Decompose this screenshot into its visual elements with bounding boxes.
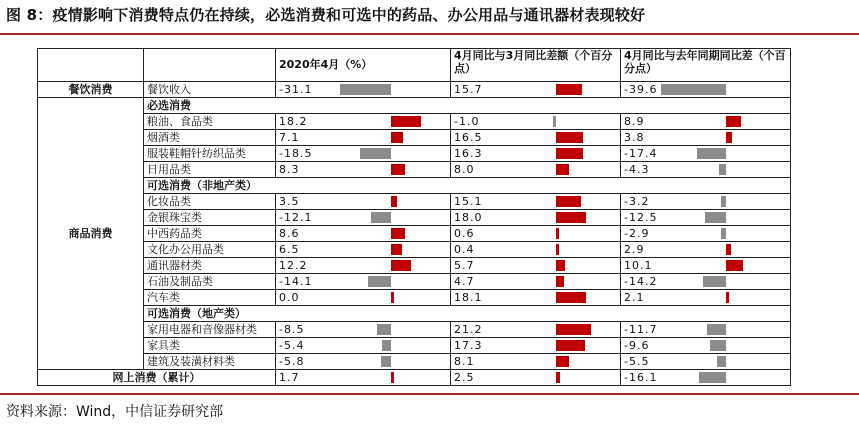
- row-label: 汽车类: [144, 290, 276, 306]
- value-cell: [276, 130, 451, 146]
- table-row: [38, 226, 791, 242]
- value-text: 12.2: [279, 259, 308, 272]
- table-row: [38, 130, 791, 146]
- value-cell: [451, 258, 621, 274]
- value-cell: [451, 322, 621, 338]
- header-cell-2: [144, 49, 276, 82]
- value-cell: [276, 370, 451, 386]
- value-text: -4.3: [624, 163, 650, 176]
- table-row: [38, 322, 791, 338]
- value-cell: [621, 354, 791, 370]
- value-cell: [276, 338, 451, 354]
- value-bar: [697, 148, 726, 159]
- value-text: -18.5: [279, 147, 313, 160]
- value-text: 7.1: [279, 131, 300, 144]
- value-text: 18.0: [454, 211, 483, 224]
- value-cell: [621, 370, 791, 386]
- value-text: 16.3: [454, 147, 483, 160]
- table-row: [38, 258, 791, 274]
- row-label: 日用品类: [144, 162, 276, 178]
- row-label: 餐饮收入: [144, 82, 276, 98]
- row-label: 通讯器材类: [144, 258, 276, 274]
- value-cell: [451, 162, 621, 178]
- value-cell: [621, 226, 791, 242]
- value-bar: [726, 292, 729, 303]
- value-text: 1.7: [279, 371, 300, 384]
- value-cell: [451, 146, 621, 162]
- value-text: -12.5: [624, 211, 658, 224]
- value-text: -5.8: [279, 355, 305, 368]
- value-text: 0.4: [454, 243, 475, 256]
- value-cell: [451, 338, 621, 354]
- value-bar: [556, 244, 559, 255]
- value-bar: [556, 84, 582, 95]
- section-row: [38, 98, 791, 114]
- value-cell: [451, 370, 621, 386]
- value-bar: [391, 244, 402, 255]
- value-cell: [276, 210, 451, 226]
- value-bar: [721, 228, 726, 239]
- value-cell: [451, 130, 621, 146]
- consumption-table: [37, 48, 791, 386]
- value-bar: [391, 292, 394, 303]
- value-text: 3.5: [279, 195, 300, 208]
- value-bar: [360, 148, 391, 159]
- value-bar: [705, 212, 726, 223]
- value-bar: [556, 340, 585, 351]
- table-row: [38, 274, 791, 290]
- bottom-rule: [0, 393, 859, 395]
- value-cell: [621, 322, 791, 338]
- table-row: [38, 82, 791, 98]
- value-bar: [556, 164, 569, 175]
- value-text: -5.4: [279, 339, 305, 352]
- value-bar: [556, 132, 583, 143]
- value-bar: [556, 228, 559, 239]
- value-text: -8.5: [279, 323, 305, 336]
- value-text: 2.5: [454, 371, 475, 384]
- value-bar: [556, 260, 565, 271]
- value-bar: [717, 356, 726, 367]
- value-text: 8.0: [454, 163, 475, 176]
- value-text: -5.5: [624, 355, 650, 368]
- value-bar: [391, 228, 405, 239]
- value-bar: [699, 372, 726, 383]
- value-bar: [556, 372, 560, 383]
- value-text: -14.2: [624, 275, 658, 288]
- value-cell: [276, 146, 451, 162]
- value-bar: [726, 260, 743, 271]
- value-text: 16.5: [454, 131, 483, 144]
- table-row: [38, 146, 791, 162]
- value-bar: [726, 116, 741, 127]
- table-row: [38, 354, 791, 370]
- value-cell: [621, 162, 791, 178]
- value-text: 0.0: [279, 291, 300, 304]
- value-cell: [276, 290, 451, 306]
- category-cell: 商品消费: [38, 98, 144, 370]
- value-text: 3.8: [624, 131, 645, 144]
- row-label: 服装鞋帽针纺织品类: [144, 146, 276, 162]
- value-text: 8.1: [454, 355, 475, 368]
- value-cell: [621, 114, 791, 130]
- value-bar: [382, 340, 391, 351]
- section-row: [38, 306, 791, 322]
- value-bar: [556, 196, 581, 207]
- value-bar: [340, 84, 391, 95]
- value-text: 18.2: [279, 115, 308, 128]
- value-text: 8.6: [279, 227, 300, 240]
- table-row: [38, 338, 791, 354]
- value-bar: [391, 260, 411, 271]
- row-label: 建筑及装潢材料类: [144, 354, 276, 370]
- value-cell: [621, 242, 791, 258]
- value-cell: [276, 82, 451, 98]
- value-text: -9.6: [624, 339, 650, 352]
- value-text: 8.9: [624, 115, 645, 128]
- value-cell: [621, 210, 791, 226]
- value-text: -12.1: [279, 211, 313, 224]
- section-header: 必选消费: [144, 98, 791, 114]
- section-header: 可选消费（地产类）: [144, 306, 791, 322]
- value-text: -31.1: [279, 83, 313, 96]
- value-cell: [276, 226, 451, 242]
- value-text: -3.2: [624, 195, 650, 208]
- section-header: 可选消费（非地产类）: [144, 178, 791, 194]
- value-bar: [726, 244, 731, 255]
- value-bar: [556, 148, 583, 159]
- value-cell: [621, 130, 791, 146]
- value-text: -11.7: [624, 323, 658, 336]
- value-bar: [381, 356, 391, 367]
- value-cell: [621, 274, 791, 290]
- value-bar: [391, 164, 405, 175]
- value-cell: [451, 114, 621, 130]
- table-row: [38, 242, 791, 258]
- value-bar: [371, 212, 391, 223]
- value-bar: [368, 276, 391, 287]
- value-cell: [621, 194, 791, 210]
- value-cell: [276, 242, 451, 258]
- row-label: 文化办公用品类: [144, 242, 276, 258]
- value-bar: [726, 132, 732, 143]
- value-bar: [553, 116, 556, 127]
- row-label: 化妆品类: [144, 194, 276, 210]
- value-cell: [621, 82, 791, 98]
- value-bar: [556, 276, 564, 287]
- value-text: 21.2: [454, 323, 483, 336]
- source-note: 资料来源：Wind，中信证券研究部: [6, 404, 224, 420]
- value-bar: [556, 324, 591, 335]
- section-row: [38, 178, 791, 194]
- value-cell: [621, 338, 791, 354]
- table-row: [38, 162, 791, 178]
- value-text: -1.0: [454, 115, 480, 128]
- value-bar: [377, 324, 391, 335]
- value-text: -2.9: [624, 227, 650, 240]
- value-text: -14.1: [279, 275, 313, 288]
- value-cell: [451, 82, 621, 98]
- table-row: [38, 290, 791, 306]
- value-text: 2.9: [624, 243, 645, 256]
- value-text: -16.1: [624, 371, 658, 384]
- value-bar: [556, 356, 569, 367]
- value-text: 4.7: [454, 275, 475, 288]
- value-cell: [451, 274, 621, 290]
- value-cell: [621, 146, 791, 162]
- value-text: 6.5: [279, 243, 300, 256]
- value-cell: [276, 274, 451, 290]
- value-cell: [451, 242, 621, 258]
- value-text: 2.1: [624, 291, 645, 304]
- value-cell: [276, 114, 451, 130]
- value-cell: [276, 162, 451, 178]
- value-text: 15.1: [454, 195, 483, 208]
- value-bar: [710, 340, 726, 351]
- value-bar: [391, 132, 403, 143]
- value-bar: [391, 196, 397, 207]
- value-cell: [621, 290, 791, 306]
- value-bar: [556, 212, 586, 223]
- value-bar: [703, 276, 726, 287]
- value-cell: [451, 226, 621, 242]
- row-label: 粮油、食品类: [144, 114, 276, 130]
- value-cell: [276, 354, 451, 370]
- header-cell-3: 2020年4月（%）: [276, 49, 451, 82]
- value-text: 5.7: [454, 259, 475, 272]
- row-label: 烟酒类: [144, 130, 276, 146]
- table-row: [38, 370, 791, 386]
- value-text: 0.6: [454, 227, 475, 240]
- value-cell: [451, 210, 621, 226]
- value-cell: [451, 194, 621, 210]
- value-text: 17.3: [454, 339, 483, 352]
- row-label: 家用电器和音像器材类: [144, 322, 276, 338]
- row-label: 中西药品类: [144, 226, 276, 242]
- value-text: -17.4: [624, 147, 658, 160]
- header-row: [38, 49, 791, 82]
- value-bar: [707, 324, 726, 335]
- value-cell: [276, 322, 451, 338]
- value-cell: [621, 258, 791, 274]
- row-label: 石油及制品类: [144, 274, 276, 290]
- value-text: 10.1: [624, 259, 653, 272]
- category-cell: 餐饮消费: [38, 82, 144, 98]
- row-label: 家具类: [144, 338, 276, 354]
- value-cell: [451, 354, 621, 370]
- category-cell: 网上消费（累计）: [38, 370, 276, 386]
- figure-title: 图 8：疫情影响下消费特点仍在持续，必选消费和可选中的药品、办公用品与通讯器材表现较好: [6, 6, 646, 24]
- table-row: [38, 194, 791, 210]
- value-text: -39.6: [624, 83, 658, 96]
- value-bar: [719, 164, 726, 175]
- value-bar: [661, 84, 726, 95]
- value-cell: [276, 194, 451, 210]
- row-label: 金银珠宝类: [144, 210, 276, 226]
- value-bar: [556, 292, 586, 303]
- value-bar: [391, 372, 394, 383]
- value-bar: [391, 116, 421, 127]
- value-bar: [721, 196, 726, 207]
- table-row: [38, 114, 791, 130]
- value-text: 15.7: [454, 83, 483, 96]
- top-rule: [0, 33, 859, 35]
- header-cell-1: [38, 49, 144, 82]
- table-row: [38, 210, 791, 226]
- header-cell-5: 4月同比与去年同期同比差（个百分点）: [621, 49, 791, 82]
- value-text: 18.1: [454, 291, 483, 304]
- value-cell: [451, 290, 621, 306]
- header-cell-4: 4月同比与3月同比差额（个百分点）: [451, 49, 621, 82]
- value-cell: [276, 258, 451, 274]
- value-text: 8.3: [279, 163, 300, 176]
